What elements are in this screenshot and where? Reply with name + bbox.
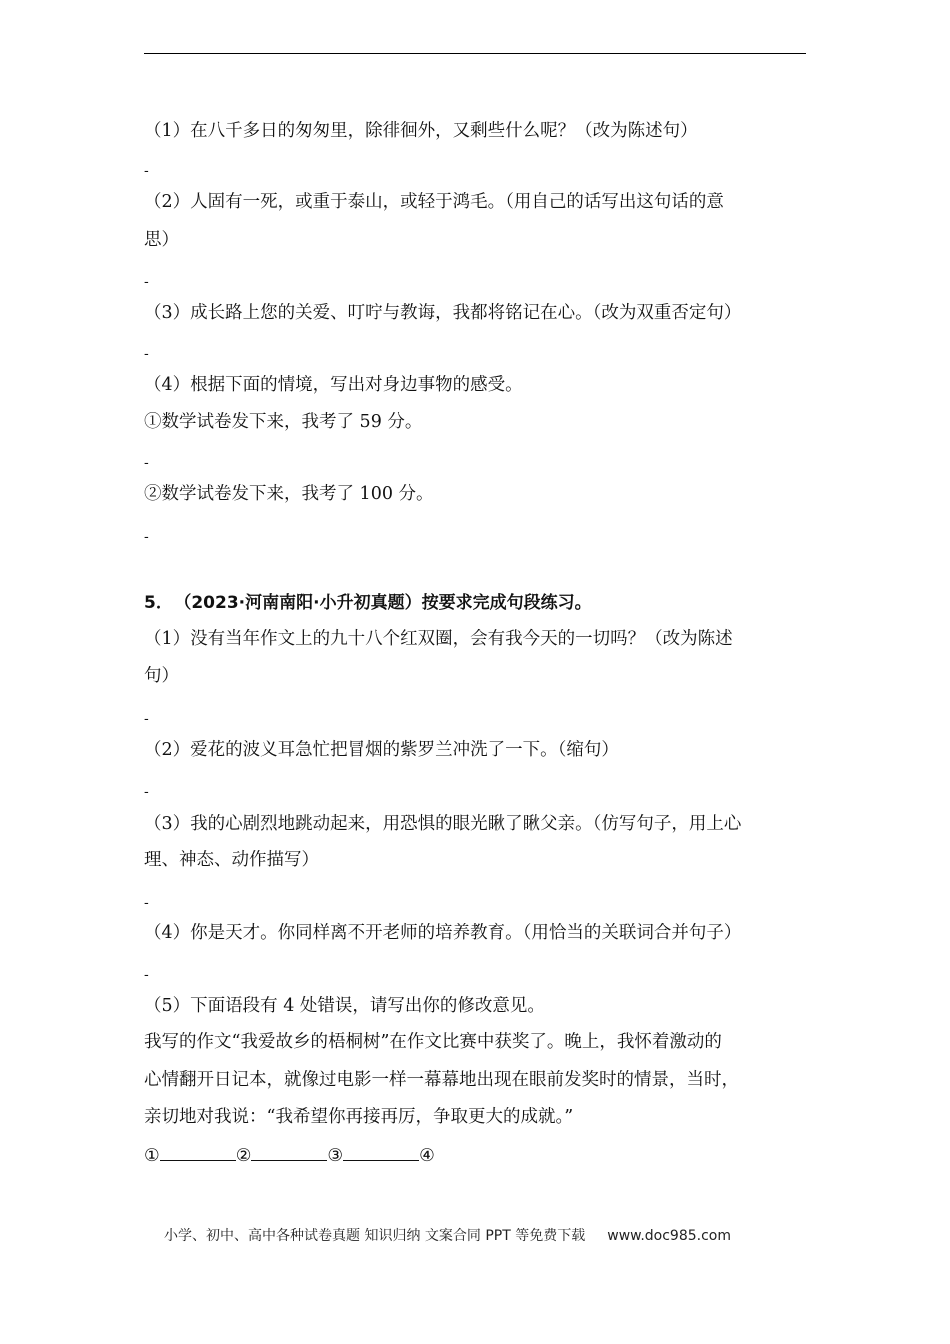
question-4-item-b: ②数学试卷发下来，我考了 100 分。 — [144, 484, 434, 504]
question-3-text: （3）成长路上您的关爱、叮咛与教诲，我都将铭记在心。（改为双重否定句） — [144, 303, 742, 323]
question-2-text-cont: 思） — [144, 230, 179, 250]
answer-mark-3: - — [144, 346, 149, 362]
question-1-text: （1）在八千多日的匆匆里，除徘徊外，又剩些什么呢？（改为陈述句） — [144, 121, 698, 141]
q5-answer-mark-4: - — [144, 967, 149, 983]
footer-text: 小学、初中、高中各种试卷真题 知识归纳 文案合同 PPT 等免费下载 — [164, 1228, 586, 1244]
q5-sub1-text-cont: 句） — [144, 666, 179, 686]
q5-sub3-text-cont: 理、神态、动作描写） — [144, 850, 319, 870]
answer-blank-3[interactable] — [343, 1144, 419, 1161]
page-footer — [164, 1226, 731, 1246]
q5-sub1-text: （1）没有当年作文上的九十八个红双圈，会有我今天的一切吗？（改为陈述 — [144, 629, 733, 649]
q5-sub2-text: （2）爱花的波义耳急忙把冒烟的紫罗兰冲洗了一下。（缩句） — [144, 740, 619, 760]
blank-label-2: ② — [235, 1146, 252, 1166]
passage-line-2: 心情翻开日记本，就像过电影一样一幕幕地出现在眼前发奖时的情景，当时， — [144, 1070, 739, 1090]
answer-blanks-row — [144, 1144, 435, 1167]
question-2-text: （2）人固有一死，或重于泰山，或轻于鸿毛。（用自己的话写出这句话的意 — [144, 192, 724, 212]
blank-label-4: ④ — [419, 1146, 435, 1166]
answer-blank-2[interactable] — [251, 1144, 327, 1161]
question-5-title: （2023·河南南阳·小升初真题）按要求完成句段练习。 — [182, 593, 592, 613]
question-4-item-a: ①数学试卷发下来，我考了 59 分。 — [144, 412, 423, 432]
q5-sub5-text: （5）下面语段有 4 处错误，请写出你的修改意见。 — [144, 996, 545, 1016]
q5-answer-mark-3: - — [144, 895, 149, 911]
blank-label-1: ① — [144, 1146, 160, 1166]
passage-line-3: 亲切地对我说：“我希望你再接再厉，争取更大的成就。” — [144, 1107, 574, 1127]
answer-mark-2: - — [144, 274, 149, 290]
footer-url[interactable]: www.doc985.com — [607, 1228, 731, 1244]
question-number: 5． — [144, 593, 173, 613]
answer-mark-4a: - — [144, 455, 149, 471]
answer-mark-1: - — [144, 163, 149, 179]
question-5-heading — [144, 592, 592, 614]
q5-sub3-text: （3）我的心剧烈地跳动起来，用恐惧的眼光瞅了瞅父亲。（仿写句子，用上心 — [144, 814, 742, 834]
q5-sub4-text: （4）你是天才。你同样离不开老师的培养教育。（用恰当的关联词合并句子） — [144, 923, 742, 943]
passage-line-1: 我写的作文“我爱故乡的梧桐树”在作文比赛中获奖了。晚上，我怀着激动的 — [144, 1032, 722, 1052]
blank-label-3: ③ — [327, 1146, 344, 1166]
question-4-text: （4）根据下面的情境，写出对身边事物的感受。 — [144, 375, 523, 395]
answer-blank-1[interactable] — [160, 1144, 236, 1161]
q5-answer-mark-2: - — [144, 784, 149, 800]
answer-mark-4b: - — [144, 529, 149, 545]
q5-answer-mark-1: - — [144, 711, 149, 727]
header-rule — [144, 53, 806, 54]
